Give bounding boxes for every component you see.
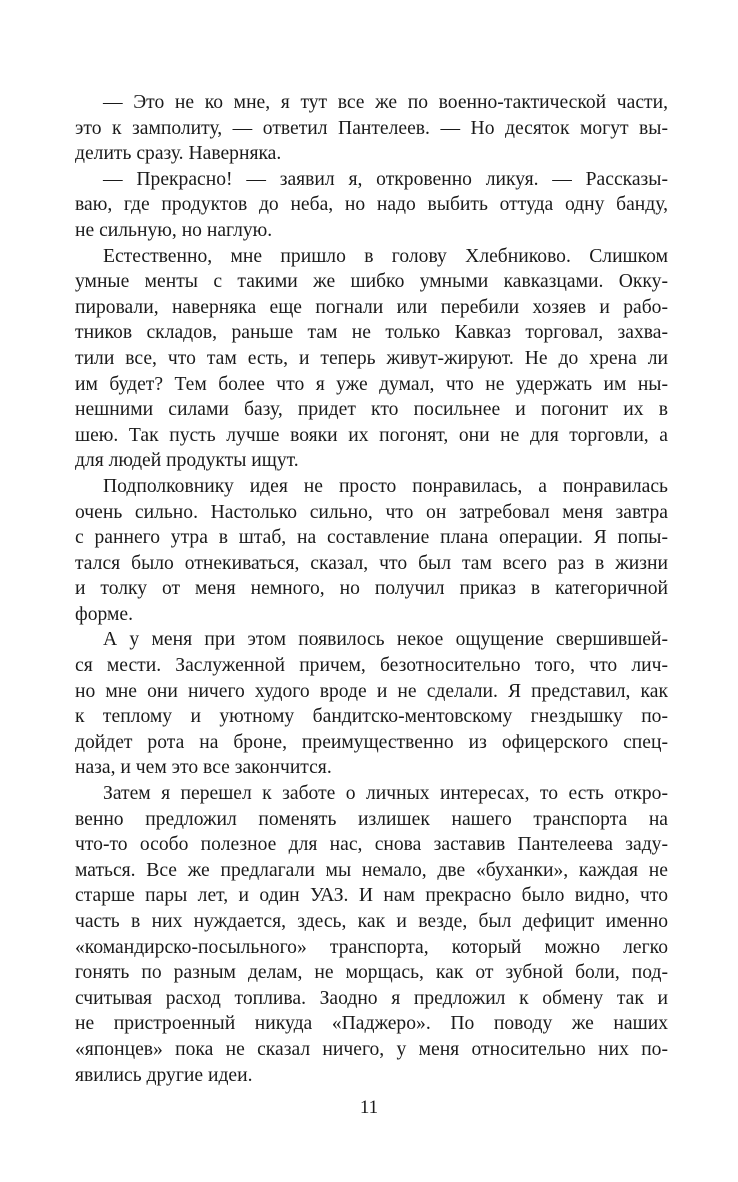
- text-line: Подполковнику идея не просто понравилась, а понравилась: [103, 475, 668, 497]
- text-line: что-то особо полезное для нас, снова заставив Пантелеева заду-: [75, 834, 668, 856]
- text-line: старше пары лет, и один УАЗ. И нам прекрасно было видно, что: [75, 885, 668, 907]
- text-line: пировали, наверняка еще погнали или перебили хозяев и рабо-: [75, 296, 668, 318]
- text-line: часть в них нуждается, здесь, как и везде, был дефицит именно: [75, 911, 668, 932]
- text-line: явились другие идеи.: [75, 1064, 253, 1086]
- text-line: Естественно, мне пришло в голову Хлебниково. Слишком: [103, 245, 668, 267]
- text-line: форме.: [75, 603, 133, 625]
- text-line: — Прекрасно! — заявил я, откровенно ликуя. — Рассказы-: [103, 168, 668, 190]
- text-line: маться. Все же предлагали мы немало, две «буханки», каждая не: [75, 859, 668, 881]
- text-line: А у меня при этом появилось некое ощущение свершившей-: [103, 629, 668, 651]
- text-line: но мне они ничего худого вроде и не сделали. Я представил, как: [75, 680, 668, 702]
- text-line: ся мести. Заслуженной причем, безотносительно того, что лич-: [75, 655, 668, 677]
- text-line: гонять по разным делам, не морщась, как от зубной боли, под-: [75, 962, 668, 984]
- text-line: — Это не ко мне, я тут все же по военно-тактической части,: [103, 92, 668, 113]
- text-line: не сильную, но наглую.: [75, 219, 273, 241]
- text-line: Затем я перешел к заботе о личных интересах, то есть откро-: [103, 783, 668, 805]
- text-line: венно предложил поменять излишек нашего транспорта на: [75, 808, 668, 830]
- text-line: к теплому и уютному бандитско-ментовскому гнездышку по-: [75, 706, 668, 728]
- text-line: делить сразу. Наверняка.: [75, 143, 282, 165]
- text-line: ваю, где продуктов до неба, но надо выбить оттуда одну банду,: [75, 194, 668, 216]
- page-text: [75, 90, 668, 1088]
- text-line: тили все, что там есть, и теперь живут-жируют. Не до хрена ли: [75, 347, 668, 369]
- paragraph: [75, 474, 668, 628]
- text-line: с раннего утра в штаб, на составление плана операции. Я попы-: [75, 527, 668, 549]
- paragraph: [75, 627, 668, 781]
- text-line: «командирско-посыльного» транспорта, который можно легко: [75, 936, 668, 958]
- text-line: тников складов, раньше там не только Кавказ торговал, захва-: [75, 322, 668, 344]
- text-line: умные менты с такими же шибко умными кавказцами. Окку-: [75, 271, 668, 293]
- paragraph: [75, 90, 668, 167]
- text-line: дойдет рота на броне, преимущественно из офицерского спец-: [75, 731, 668, 753]
- text-line: это к замполиту, — ответил Пантелеев. — Но десяток могут вы-: [75, 117, 668, 139]
- text-line: не пристроенный никуда «Паджеро». По поводу же наших: [75, 1013, 668, 1035]
- text-line: считывая расход топлива. Заодно я предложил к обмену так и: [75, 987, 668, 1009]
- text-line: наза, и чем это все закончится.: [75, 757, 332, 779]
- text-line: им будет? Тем более что я уже думал, что не удержать им ны-: [75, 373, 668, 395]
- text-line: шею. Так пусть лучше вояки их погонят, они не для торговли, а: [75, 424, 668, 446]
- text-line: для людей продукты ищут.: [75, 450, 299, 472]
- paragraph: [75, 244, 668, 474]
- text-line: и толку от меня немного, но получил приказ в категоричной: [75, 578, 668, 600]
- page-number: 11: [359, 1097, 379, 1118]
- paragraph: [75, 781, 668, 1088]
- text-line: тался было отнекиваться, сказал, что был там всего раз в жизни: [75, 552, 668, 574]
- text-line: нешними силами базу, придет кто посильнее и погонит их в: [75, 399, 668, 421]
- paragraph: [75, 167, 668, 244]
- text-line: очень сильно. Настолько сильно, что он затребовал меня завтра: [75, 501, 668, 523]
- text-line: «японцев» пока не сказал ничего, у меня относительно них по-: [75, 1038, 668, 1060]
